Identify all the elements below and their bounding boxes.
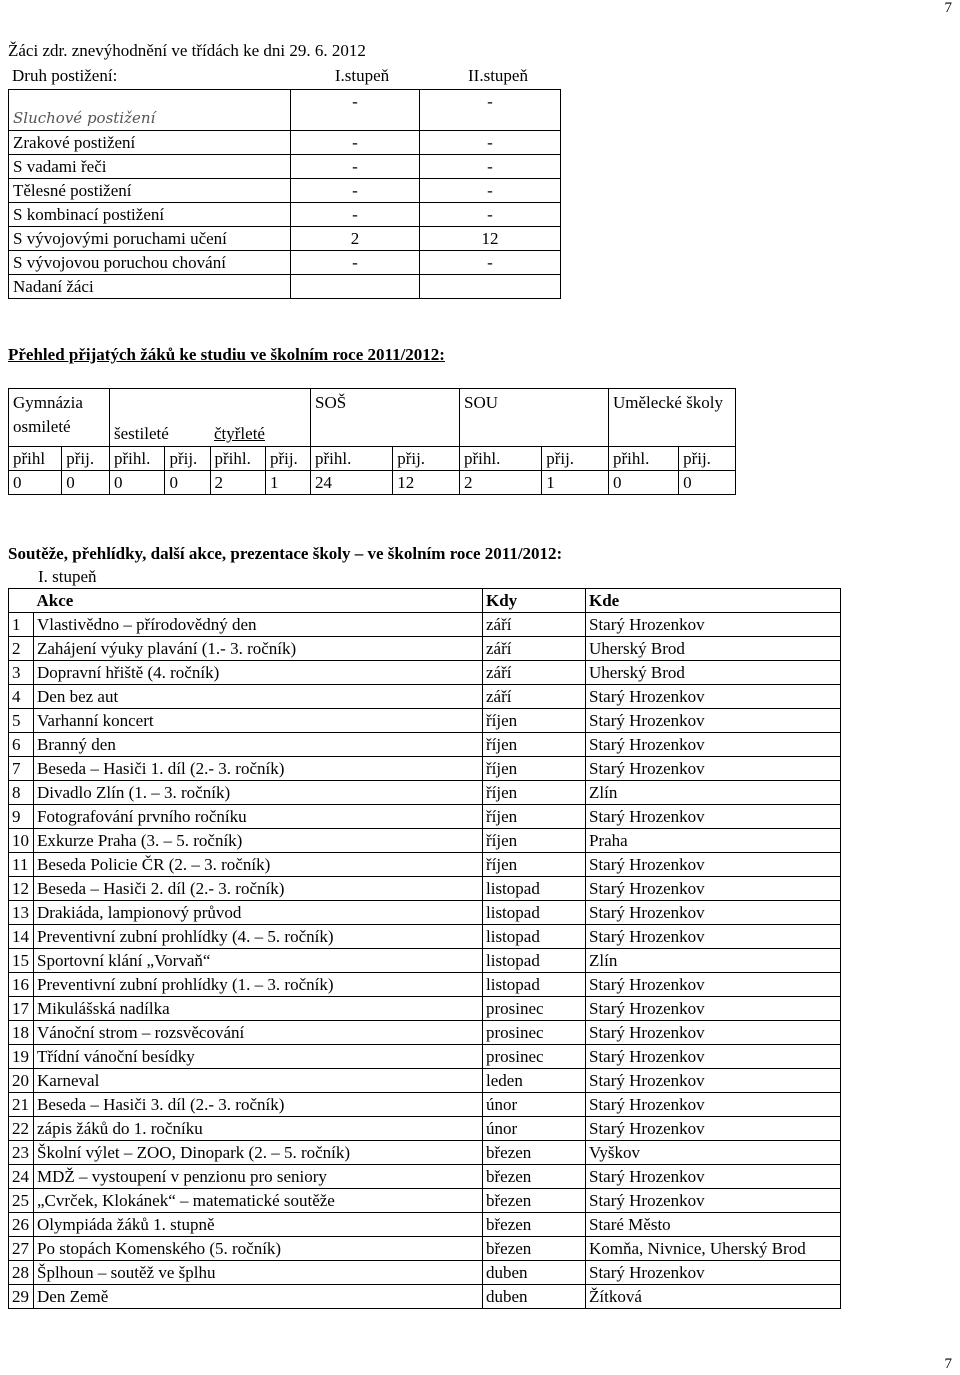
events-subheading: I. stupeň xyxy=(38,567,97,586)
event-name: Sportovní klání „Vorvaň“ xyxy=(34,949,483,973)
event-when: leden xyxy=(483,1069,586,1093)
event-number: 14 xyxy=(9,925,34,949)
event-number: 23 xyxy=(9,1141,34,1165)
event-number: 27 xyxy=(9,1237,34,1261)
events-row xyxy=(9,733,841,757)
event-number: 17 xyxy=(9,997,34,1021)
event-when: březen xyxy=(483,1237,586,1261)
disability-value-1: - xyxy=(291,179,420,203)
event-number: 22 xyxy=(9,1117,34,1141)
event-when: březen xyxy=(483,1213,586,1237)
event-number: 4 xyxy=(9,685,34,709)
event-name: Den bez aut xyxy=(34,685,483,709)
event-when: říjen xyxy=(483,781,586,805)
disability-value-1: 2 xyxy=(291,227,420,251)
event-number: 20 xyxy=(9,1069,34,1093)
disability-label: S vadami řeči xyxy=(9,155,291,179)
event-name: Dopravní hřiště (4. ročník) xyxy=(34,661,483,685)
events-row xyxy=(9,949,841,973)
event-where: Starý Hrozenkov xyxy=(586,1045,841,1069)
event-name: Preventivní zubní prohlídky (4. – 5. ročník) xyxy=(34,925,483,949)
event-name: Exkurze Praha (3. – 5. ročník) xyxy=(34,829,483,853)
event-where: Starý Hrozenkov xyxy=(586,709,841,733)
event-number: 25 xyxy=(9,1189,34,1213)
event-number: 1 xyxy=(9,613,34,637)
event-number: 18 xyxy=(9,1021,34,1045)
event-name: Školní výlet – ZOO, Dinopark (2. – 5. ročník) xyxy=(34,1141,483,1165)
admissions-sub-label: přij. xyxy=(393,447,460,471)
event-where: Uherský Brod xyxy=(586,661,841,685)
disability-label: S vývojovými poruchami učení xyxy=(9,227,291,251)
event-when: listopad xyxy=(483,973,586,997)
event-where: Starý Hrozenkov xyxy=(586,1093,841,1117)
disability-value-2: - xyxy=(420,155,561,179)
event-number: 19 xyxy=(9,1045,34,1069)
event-when: březen xyxy=(483,1165,586,1189)
disability-row xyxy=(9,251,561,275)
event-when: listopad xyxy=(483,925,586,949)
event-when: říjen xyxy=(483,733,586,757)
event-number: 9 xyxy=(9,805,34,829)
events-row xyxy=(9,997,841,1021)
event-when: listopad xyxy=(483,901,586,925)
disability-row xyxy=(9,131,561,155)
event-number: 7 xyxy=(9,757,34,781)
admissions-value: 0 xyxy=(679,471,736,495)
event-name: „Cvrček, Klokánek“ – matematické soutěže xyxy=(34,1189,483,1213)
event-name: Třídní vánoční besídky xyxy=(34,1045,483,1069)
admissions-value: 1 xyxy=(265,471,310,495)
event-where: Starý Hrozenkov xyxy=(586,997,841,1021)
group-sos: SOŠ xyxy=(311,389,460,447)
admissions-sub-label: přihl. xyxy=(311,447,393,471)
event-name: Mikulášská nadílka xyxy=(34,997,483,1021)
event-where: Starý Hrozenkov xyxy=(586,973,841,997)
disability-value-1: - xyxy=(291,203,420,227)
disability-value-2: - xyxy=(420,203,561,227)
event-name: Po stopách Komenského (5. ročník) xyxy=(34,1237,483,1261)
group-sestilete: šestileté xyxy=(110,389,211,447)
admissions-sub-label: přij. xyxy=(165,447,210,471)
event-number: 11 xyxy=(9,853,34,877)
disability-row xyxy=(9,227,561,251)
admissions-sub-row xyxy=(9,447,736,471)
event-when: říjen xyxy=(483,709,586,733)
event-name: Divadlo Zlín (1. – 3. ročník) xyxy=(34,781,483,805)
col-kdy: Kdy xyxy=(483,589,586,613)
event-where: Starý Hrozenkov xyxy=(586,613,841,637)
event-number: 26 xyxy=(9,1213,34,1237)
event-name: Karneval xyxy=(34,1069,483,1093)
admissions-value: 0 xyxy=(609,471,679,495)
admissions-sub-label: přij. xyxy=(62,447,110,471)
event-when: říjen xyxy=(483,829,586,853)
admissions-sub-label: přij. xyxy=(265,447,310,471)
disability-row xyxy=(9,90,561,131)
event-where: Starý Hrozenkov xyxy=(586,925,841,949)
event-name: Vlastivědno – přírodovědný den xyxy=(34,613,483,637)
disability-label: Nadaní žáci xyxy=(9,275,291,299)
event-when: prosinec xyxy=(483,1045,586,1069)
event-when: únor xyxy=(483,1117,586,1141)
event-where: Žítková xyxy=(586,1285,841,1309)
disability-value-1: - xyxy=(291,155,420,179)
event-where: Starý Hrozenkov xyxy=(586,877,841,901)
event-when: listopad xyxy=(483,949,586,973)
disability-label: S vývojovou poruchou chování xyxy=(9,251,291,275)
disability-value-2: - xyxy=(420,179,561,203)
events-row xyxy=(9,661,841,685)
events-row xyxy=(9,1045,841,1069)
event-where: Starý Hrozenkov xyxy=(586,853,841,877)
admissions-value: 0 xyxy=(9,471,62,495)
admissions-group-row xyxy=(9,389,736,447)
events-row xyxy=(9,829,841,853)
admissions-table xyxy=(8,388,736,495)
group-sou: SOU xyxy=(460,389,609,447)
event-number: 24 xyxy=(9,1165,34,1189)
event-number: 2 xyxy=(9,637,34,661)
event-when: listopad xyxy=(483,877,586,901)
events-row xyxy=(9,1165,841,1189)
event-where: Starý Hrozenkov xyxy=(586,901,841,925)
admissions-value: 0 xyxy=(62,471,110,495)
col-akce: Akce xyxy=(34,589,483,613)
event-when: prosinec xyxy=(483,997,586,1021)
disability-label: Sluchové postižení xyxy=(9,90,291,131)
event-number: 3 xyxy=(9,661,34,685)
events-row xyxy=(9,1189,841,1213)
event-number: 28 xyxy=(9,1261,34,1285)
events-row xyxy=(9,709,841,733)
event-when: duben xyxy=(483,1261,586,1285)
event-name: Varhanní koncert xyxy=(34,709,483,733)
event-name: Beseda Policie ČR (2. – 3. ročník) xyxy=(34,853,483,877)
event-name: Beseda – Hasiči 3. díl (2.- 3. ročník) xyxy=(34,1093,483,1117)
admissions-value: 0 xyxy=(110,471,165,495)
group-umelecke: Umělecké školy xyxy=(609,389,736,447)
disability-header-label: Druh postižení: xyxy=(12,66,118,85)
disability-row xyxy=(9,179,561,203)
admissions-value: 2 xyxy=(210,471,265,495)
disability-title: Žáci zdr. znevýhodnění ve třídách ke dni 29. 6. 2012 xyxy=(8,41,366,60)
event-name: MDŽ – vystoupení v penzionu pro seniory xyxy=(34,1165,483,1189)
event-name: Beseda – Hasiči 2. díl (2.- 3. ročník) xyxy=(34,877,483,901)
disability-table-body xyxy=(8,89,561,299)
disability-value-2 xyxy=(420,275,561,299)
events-heading: Soutěže, přehlídky, další akce, prezentace školy – ve školním roce 2011/2012: xyxy=(8,544,563,563)
event-when: září xyxy=(483,661,586,685)
admissions-sub-label: přihl. xyxy=(110,447,165,471)
event-name: Šplhoun – soutěž ve šplhu xyxy=(34,1261,483,1285)
event-when: září xyxy=(483,613,586,637)
event-number: 6 xyxy=(9,733,34,757)
event-number: 10 xyxy=(9,829,34,853)
admissions-value: 24 xyxy=(311,471,393,495)
event-name: Vánoční strom – rozsvěcování xyxy=(34,1021,483,1045)
event-name: Fotografování prvního ročníku xyxy=(34,805,483,829)
admissions-sub-label: přij. xyxy=(542,447,609,471)
event-where: Starý Hrozenkov xyxy=(586,733,841,757)
event-where: Starý Hrozenkov xyxy=(586,757,841,781)
disability-value-2: 12 xyxy=(420,227,561,251)
group-ctyrlete: čtyřleté xyxy=(210,389,311,447)
disability-label: Zrakové postižení xyxy=(9,131,291,155)
event-when: březen xyxy=(483,1141,586,1165)
admissions-sub-label: přihl. xyxy=(460,447,542,471)
event-when: březen xyxy=(483,1189,586,1213)
admissions-sub-label: přij. xyxy=(679,447,736,471)
event-where: Zlín xyxy=(586,949,841,973)
events-row xyxy=(9,901,841,925)
event-when: říjen xyxy=(483,853,586,877)
page-number-top: 7 xyxy=(944,0,952,16)
disability-header-col2: II.stupeň xyxy=(468,66,528,85)
disability-value-1: - xyxy=(291,131,420,155)
event-when: září xyxy=(483,637,586,661)
event-name: Branný den xyxy=(34,733,483,757)
events-row xyxy=(9,1285,841,1309)
events-row xyxy=(9,853,841,877)
events-row xyxy=(9,805,841,829)
page-number-bottom: 7 xyxy=(944,1356,952,1372)
event-where: Praha xyxy=(586,829,841,853)
event-number: 8 xyxy=(9,781,34,805)
event-when: září xyxy=(483,685,586,709)
event-name: Beseda – Hasiči 1. díl (2.- 3. ročník) xyxy=(34,757,483,781)
event-number: 5 xyxy=(9,709,34,733)
events-row xyxy=(9,925,841,949)
event-where: Zlín xyxy=(586,781,841,805)
events-row xyxy=(9,1021,841,1045)
disability-header-row xyxy=(8,64,569,88)
event-where: Starý Hrozenkov xyxy=(586,1261,841,1285)
disability-value-1: - xyxy=(291,251,420,275)
event-where: Starý Hrozenkov xyxy=(586,1189,841,1213)
disability-value-1: - xyxy=(291,90,420,131)
disability-value-2: - xyxy=(420,251,561,275)
disability-row xyxy=(9,203,561,227)
events-row xyxy=(9,973,841,997)
event-where: Uherský Brod xyxy=(586,637,841,661)
event-number: 15 xyxy=(9,949,34,973)
events-row xyxy=(9,1261,841,1285)
event-where: Staré Město xyxy=(586,1213,841,1237)
admissions-value: 0 xyxy=(165,471,210,495)
disability-value-2: - xyxy=(420,90,561,131)
events-row xyxy=(9,685,841,709)
event-when: únor xyxy=(483,1093,586,1117)
event-when: říjen xyxy=(483,805,586,829)
events-row xyxy=(9,613,841,637)
event-name: Den Země xyxy=(34,1285,483,1309)
event-where: Starý Hrozenkov xyxy=(586,1165,841,1189)
event-where: Starý Hrozenkov xyxy=(586,1069,841,1093)
events-row xyxy=(9,1117,841,1141)
admissions-value-row xyxy=(9,471,736,495)
disability-value-2: - xyxy=(420,131,561,155)
event-where: Starý Hrozenkov xyxy=(586,1021,841,1045)
event-number: 16 xyxy=(9,973,34,997)
events-row xyxy=(9,1141,841,1165)
admissions-value: 1 xyxy=(542,471,609,495)
events-row xyxy=(9,877,841,901)
events-row xyxy=(9,1093,841,1117)
event-where: Starý Hrozenkov xyxy=(586,805,841,829)
disability-label: S kombinací postižení xyxy=(9,203,291,227)
event-number: 21 xyxy=(9,1093,34,1117)
disability-row xyxy=(9,275,561,299)
event-where: Starý Hrozenkov xyxy=(586,685,841,709)
event-number: 29 xyxy=(9,1285,34,1309)
event-when: říjen xyxy=(483,757,586,781)
events-row xyxy=(9,757,841,781)
disability-row xyxy=(9,155,561,179)
event-where: Komňa, Nivnice, Uherský Brod xyxy=(586,1237,841,1261)
events-row xyxy=(9,781,841,805)
events-row xyxy=(9,637,841,661)
admissions-sub-label: přihl xyxy=(9,447,62,471)
admissions-sub-label: přihl. xyxy=(609,447,679,471)
event-where: Vyškov xyxy=(586,1141,841,1165)
event-name: Preventivní zubní prohlídky (1. – 3. ročník) xyxy=(34,973,483,997)
admissions-value: 12 xyxy=(393,471,460,495)
admissions-sub-label: přihl. xyxy=(210,447,265,471)
event-name: Zahájení výuky plavání (1.- 3. ročník) xyxy=(34,637,483,661)
col-kde: Kde xyxy=(586,589,841,613)
event-when: prosinec xyxy=(483,1021,586,1045)
disability-table xyxy=(8,64,569,88)
events-table xyxy=(8,588,841,1309)
event-name: Drakiáda, lampionový průvod xyxy=(34,901,483,925)
events-row xyxy=(9,1213,841,1237)
event-number: 12 xyxy=(9,877,34,901)
event-when: duben xyxy=(483,1285,586,1309)
disability-value-1 xyxy=(291,275,420,299)
event-name: Olympiáda žáků 1. stupně xyxy=(34,1213,483,1237)
events-row xyxy=(9,1237,841,1261)
event-where: Starý Hrozenkov xyxy=(586,1117,841,1141)
disability-label: Tělesné postižení xyxy=(9,179,291,203)
disability-header-col1: I.stupeň xyxy=(334,66,390,85)
admissions-heading: Přehled přijatých žáků ke studiu ve školním roce 2011/2012: xyxy=(8,345,445,364)
event-name: zápis žáků do 1. ročníku xyxy=(34,1117,483,1141)
admissions-value: 2 xyxy=(460,471,542,495)
event-number: 13 xyxy=(9,901,34,925)
group-gymnazia: Gymnázia osmileté xyxy=(9,389,110,447)
events-row xyxy=(9,1069,841,1093)
events-header-row xyxy=(9,589,841,613)
